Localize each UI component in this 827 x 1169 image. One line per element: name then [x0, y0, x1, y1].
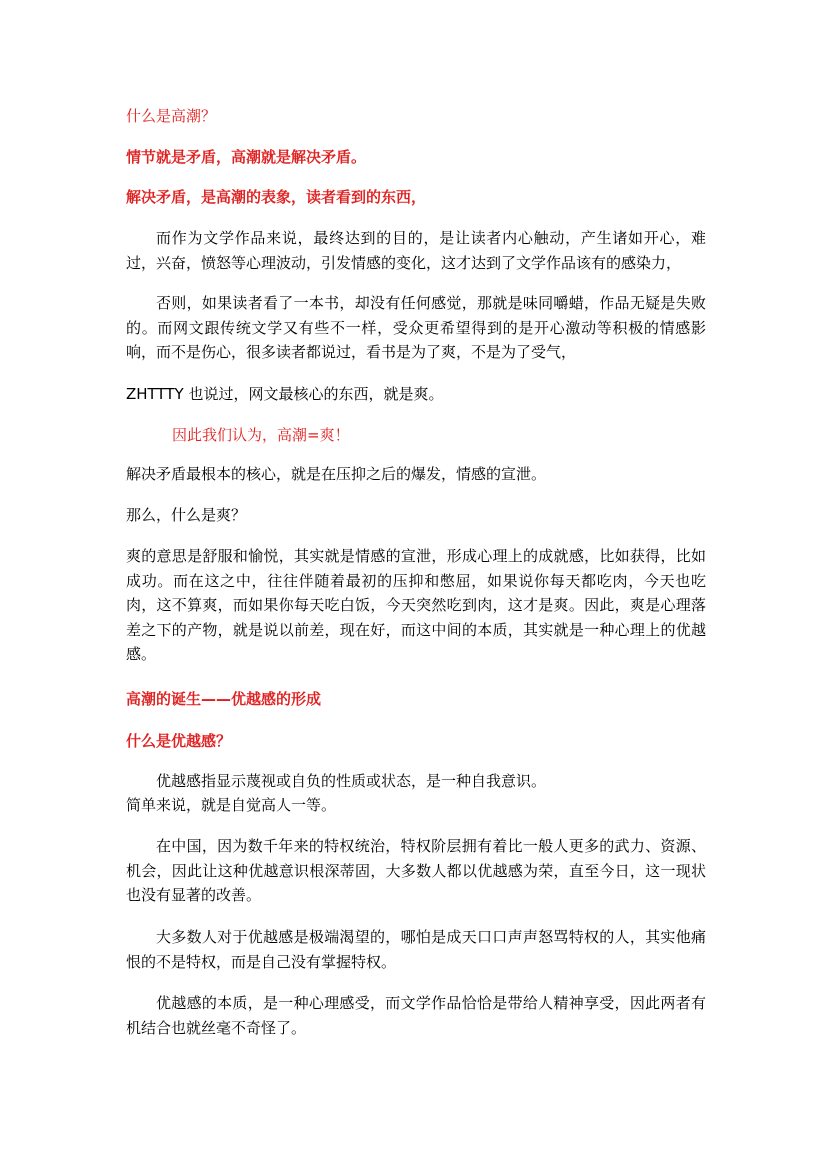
- paragraph-otherwise: 否则，如果读者看了一本书，却没有任何感觉，那就是味同嚼蜡，作品无疑是失败的。而网文跟传统文学又有些不一样，受众更希望得到的是开心激动等积极的情感影响，而不是伤心，很多读者都说过，看书是为了爽，不是为了受气，: [126, 294, 706, 361]
- paragraph-shuang-meaning: 爽的意思是舒服和愉悦，其实就是情感的宣泄，形成心理上的成就感，比如获得，比如成功。而在这之中，往往伴随着最初的压抑和憋屈，如果说你每天都吃肉，今天也吃肉，这不算爽，而如果你每天吃白饭，今天突然吃到肉，这才是爽。因此，爽是心理落差之下的产物，就是说以前差，现在好，而这中间的本质，其实就是一种心理上的优越感。: [126, 547, 706, 663]
- paragraph-superiority-definition: 优越感指显示蔑视或自负的性质或状态，是一种自我意识。: [156, 772, 547, 790]
- paragraph-desire: 大多数人对于优越感是极端渴望的，哪怕是成天口口声声怒骂特权的人，其实他痛恨的不是特权，而是自己没有掌握特权。: [126, 928, 706, 971]
- paragraph-superiority-simple: 简单来说，就是自觉高人一等。: [126, 796, 337, 814]
- paragraph-literary-effect: 而作为文学作品来说，最终达到的目的，是让读者内心触动，产生诸如开心，难过，兴奋，愤怒等心理波动，引发情感的变化，这才达到了文学作品该有的感染力，: [126, 229, 706, 272]
- paragraph-china: 在中国，因为数千年来的特权统治，特权阶层拥有着比一般人更多的武力、资源、机会，因此让这种优越意识根深蒂固，大多数人都以优越感为荣，直至今日，这一现状也没有显著的改善。: [126, 837, 706, 904]
- paragraph-question: 那么，什么是爽？: [126, 506, 247, 524]
- paragraph-essence: 优越感的本质，是一种心理感受，而文学作品恰恰是带给人精神享受，因此两者有机结合也就丝毫不奇怪了。: [126, 994, 706, 1037]
- paragraph-zhttty: ZHTTTY 也说过，网文最核心的东西，就是爽。: [126, 385, 444, 403]
- heading-birth: 高潮的诞生——优越感的形成: [126, 690, 322, 708]
- paragraph-core: 解决矛盾最根本的核心，就是在压抑之后的爆发，情感的宣泄。: [126, 465, 547, 483]
- heading-plot-conflict: 情节就是矛盾，高潮就是解决矛盾。: [126, 148, 367, 166]
- heading-resolve-conflict: 解决矛盾，是高潮的表象，读者看到的东西，: [126, 188, 427, 206]
- heading-what-is-climax: 什么是高潮？: [126, 107, 217, 125]
- heading-superiority: 什么是优越感？: [126, 732, 232, 750]
- highlight-conclusion: 因此我们认为，高潮=爽！: [172, 426, 350, 444]
